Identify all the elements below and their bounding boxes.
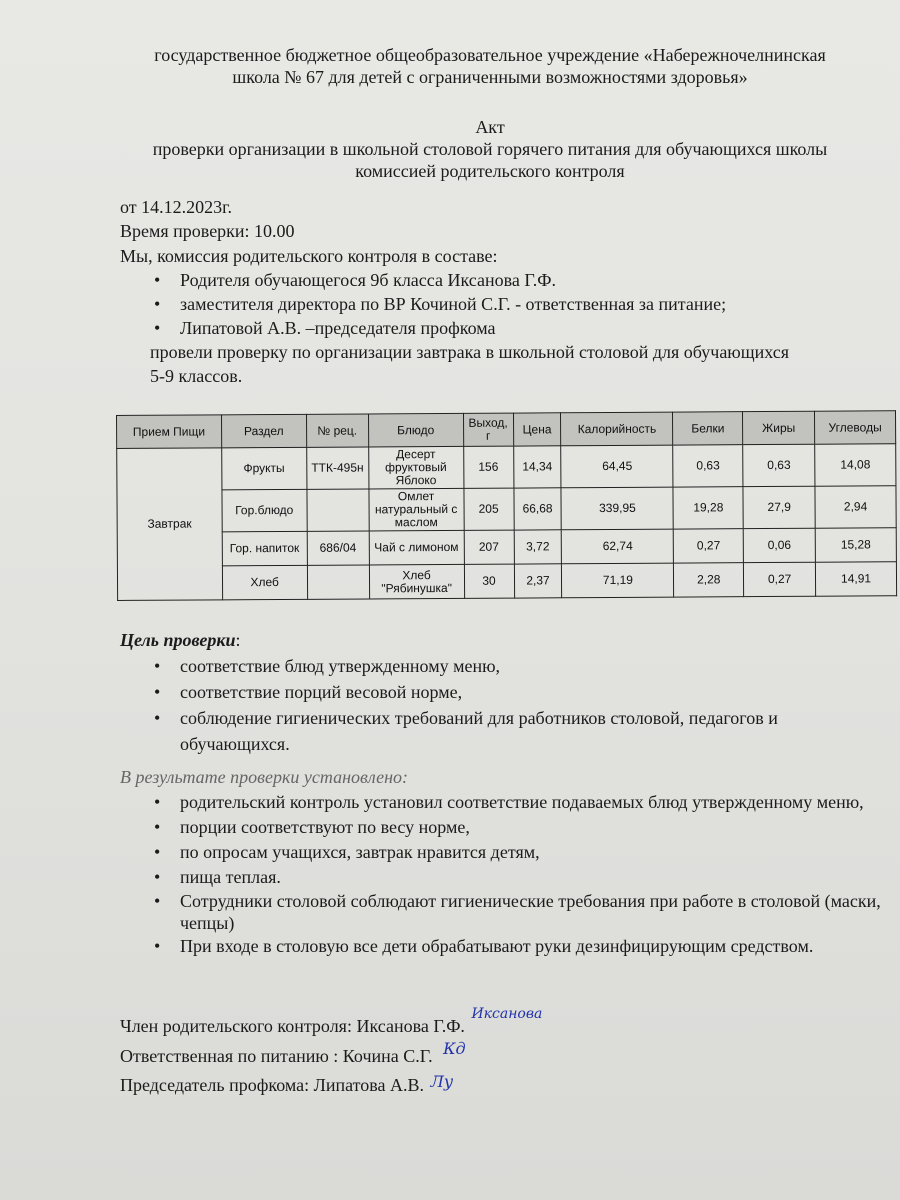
commission-conclusion-1: провели проверку по организации завтрака в школьной столовой для обучающихся [150, 342, 789, 362]
handwritten-signature: Иксанова [471, 1006, 543, 1022]
table-header-cell: Цена [513, 413, 561, 446]
results-list [120, 790, 890, 959]
signature-label: Председатель профкома: Липатова А.В. [120, 1075, 425, 1095]
result-item: • родительский контроль установил соответствие подаваемых блюд утвержденному меню, [120, 790, 890, 815]
table-row [117, 562, 896, 601]
table-header-cell: Раздел [221, 414, 306, 448]
table-header-cell: Выход, г [463, 413, 513, 446]
act-subtitle-1: проверки организации в школьной столовой горячего питания для обучающихся школы [152, 139, 828, 159]
school-header [120, 44, 860, 88]
table-header-row [117, 411, 896, 449]
table-cell-price: 3,72 [514, 530, 562, 564]
table-cell-proteins: 0,63 [673, 445, 743, 487]
commission-member: • Родителя обучающегося 9б класса Иксанова Г.Ф. [120, 268, 880, 292]
table-cell-dish: Омлет натуральный с маслом [369, 488, 464, 531]
result-item: • Сотрудники столовой соблюдают гигиенические требования при работе в столовой (маски, чепцы) [120, 890, 890, 934]
table-cell-carbs: 14,08 [815, 444, 896, 486]
table-cell-recipe [307, 489, 369, 531]
commission-member: • Липатовой А.В. –председателя профкома [120, 316, 880, 340]
table-cell-proteins: 19,28 [673, 487, 743, 529]
table-cell-section: Гор. напиток [222, 531, 307, 566]
table-cell-proteins: 0,27 [674, 529, 744, 563]
table-cell-recipe [307, 565, 369, 599]
signature-line [120, 1071, 540, 1100]
signature-line [120, 1039, 540, 1071]
table-row [117, 444, 896, 491]
commission-members [120, 268, 880, 340]
goals-block: Цель проверки: • соответствие блюд утвержденному меню, • соответствие порций весовой норме, • соблюдение гигиенических требований для работников столовой, педагогов и обучающихся. [120, 627, 890, 757]
table-header-cell: Углеводы [815, 411, 896, 444]
meta-block [120, 195, 295, 243]
header-line-2: школа № 67 для детей с ограниченными возможностями здоровья» [232, 67, 748, 87]
table-cell-recipe: ТТК-495н [306, 447, 368, 489]
check-time: Время проверки: 10.00 [120, 221, 295, 241]
table-cell-yield: 156 [463, 446, 513, 488]
table-cell-yield: 205 [464, 488, 514, 530]
act-subtitle-2: комиссией родительского контроля [355, 161, 625, 181]
table-header-cell: Жиры [743, 411, 815, 444]
act-title: Акт [475, 117, 505, 137]
table-header-cell: Прием Пищи [117, 415, 222, 449]
signature-label: Член родительского контроля: Иксанова Г.Ф. [120, 1016, 465, 1036]
result-item: • пища теплая. [120, 865, 890, 890]
table-cell-proteins: 2,28 [674, 563, 744, 597]
commission-member: • заместителя директора по ВР Кочиной С.Г. - ответственная за питание; [120, 292, 880, 316]
signature-label: Ответственная по питанию : Кочина С.Г. [120, 1046, 433, 1066]
table-cell-dish: Хлеб "Рябинушка" [369, 564, 464, 599]
meal-cell: Завтрак [117, 448, 223, 601]
table-cell-fats: 0,06 [743, 528, 815, 562]
table-cell-calories: 339,95 [561, 487, 673, 530]
act-date: от 14.12.2023г. [120, 197, 232, 217]
table-cell-price: 66,68 [513, 488, 561, 530]
table-cell-section: Хлеб [222, 565, 307, 600]
menu-table [116, 410, 897, 601]
table-cell-fats: 0,63 [743, 444, 815, 486]
table-cell-price: 2,37 [514, 564, 562, 598]
results-title: В результате проверки установлено: [120, 767, 409, 787]
goal-item: • соответствие порций весовой норме, [120, 679, 890, 705]
goal-item: • соответствие блюд утвержденному меню, [120, 653, 890, 679]
goal-item: • соблюдение гигиенических требований для работников столовой, педагогов и обучающихся. [120, 705, 890, 757]
goals-list [120, 653, 890, 757]
goals-title: Цель проверки [120, 630, 236, 650]
table-cell-yield: 207 [464, 530, 514, 564]
results-block [120, 765, 890, 959]
signatures-block [120, 1006, 543, 1100]
table-cell-calories: 64,45 [561, 445, 673, 488]
result-item: • порции соответствуют по весу норме, [120, 815, 890, 840]
table-header-cell: № рец. [306, 414, 368, 447]
signature-line [120, 1006, 543, 1042]
table-header-cell: Белки [673, 412, 743, 445]
table-cell-yield: 30 [464, 564, 514, 598]
handwritten-signature: Лу [430, 1072, 454, 1091]
table-header-cell: Калорийность [561, 412, 673, 446]
table-row [117, 528, 896, 567]
table-header-cell: Блюдо [368, 413, 463, 447]
header-line-1: государственное бюджетное общеобразовательное учреждение «Набережночелнинская [154, 45, 826, 65]
table-cell-recipe: 686/04 [307, 531, 369, 565]
table-cell-calories: 62,74 [562, 529, 674, 564]
table-cell-dish: Десерт фруктовый Яблоко [368, 446, 463, 489]
table-cell-carbs: 2,94 [815, 486, 896, 528]
table-cell-fats: 0,27 [744, 562, 816, 596]
table-cell-fats: 27,9 [743, 486, 815, 528]
table-row [117, 486, 896, 533]
table-cell-section: Гор.блюдо [222, 489, 307, 532]
handwritten-signature: Кд [443, 1039, 466, 1058]
result-item: • При входе в столовую все дети обрабатывают руки дезинфицирующим средством. [120, 934, 890, 959]
commission-conclusion-2: 5-9 классов. [150, 366, 243, 386]
table-cell-carbs: 15,28 [815, 528, 896, 562]
table-cell-price: 14,34 [513, 446, 561, 488]
table-cell-section: Фрукты [221, 447, 306, 490]
table-cell-carbs: 14,91 [815, 562, 896, 596]
commission-block [120, 244, 880, 388]
result-item: • по опросам учащихся, завтрак нравится детям, [120, 840, 890, 865]
commission-intro: Мы, комиссия родительского контроля в составе: [120, 246, 498, 266]
table-cell-dish: Чай с лимоном [369, 530, 464, 565]
act-title-block [120, 116, 860, 182]
table-cell-calories: 71,19 [562, 563, 674, 598]
